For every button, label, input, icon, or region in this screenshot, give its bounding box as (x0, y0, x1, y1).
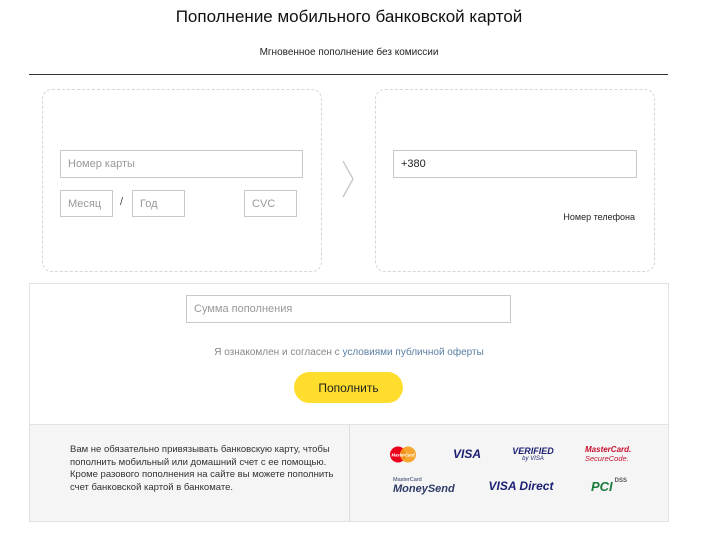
visa-direct-logo: VISA Direct (488, 479, 554, 493)
securecode-top: MasterCard. (585, 445, 632, 454)
securecode-bottom: SecureCode. (585, 454, 629, 463)
moneysend-top: MasterCard (393, 477, 422, 483)
verified-by-visa-logo (513, 444, 553, 466)
card-month-placeholder: Месяц (68, 197, 102, 210)
verified-by-visa-top: VERIFIED (512, 446, 554, 456)
mastercard-securecode-logo (585, 444, 631, 464)
page-title: Пополнение мобильного банковской картой (175, 7, 523, 26)
card-number-placeholder: Номер карты (68, 158, 135, 170)
agreement-label: Я ознакомлен и согласен с (214, 347, 340, 358)
page-subtitle: Мгновенное пополнение без комиссии (259, 47, 439, 58)
phone-input[interactable] (393, 150, 637, 178)
chevron-right-icon (341, 160, 355, 198)
card-cvc-input[interactable] (244, 190, 297, 217)
phone-panel (375, 89, 655, 272)
footer-divider (349, 425, 350, 522)
card-details-panel (42, 89, 322, 272)
visa-logo: VISA (452, 447, 481, 461)
mastercard-logo-text: MasterCard (391, 452, 415, 458)
footer-info-text: Вам не обязательно привязывать банковскую карту, чтобы пополнить мобильный или домашний счет с ее помощью. Кроме разового пополнения на сайте вы можете пополнить счет банковской картой в банкомате. (70, 444, 334, 493)
card-year-placeholder: Год (140, 197, 158, 210)
pay-button[interactable]: Пополнить (294, 372, 403, 403)
verified-by-visa-bottom: by VISA (522, 456, 544, 462)
pci-text: PCI (590, 478, 613, 494)
mastercard-moneysend-logo (393, 476, 453, 496)
card-cvc-placeholder: CVC (252, 197, 276, 210)
moneysend-bottom: MoneySend (393, 483, 455, 495)
card-number-input[interactable] (60, 150, 303, 178)
phone-value: +380 (401, 158, 426, 170)
pci-dss-logo (588, 476, 630, 496)
mastercard-logo (389, 446, 417, 463)
dss-text: DSS (614, 478, 627, 484)
offer-link[interactable]: условиями публичной оферты (342, 347, 484, 358)
agreement-text (0, 347, 698, 358)
card-month-input[interactable] (60, 190, 113, 217)
expiry-separator: / (120, 196, 124, 208)
mastercard-circles-icon (389, 446, 417, 463)
card-year-input[interactable] (132, 190, 185, 217)
phone-label: Номер телефона (563, 212, 635, 222)
header-divider (29, 74, 668, 75)
amount-input[interactable] (186, 295, 511, 323)
amount-placeholder: Сумма пополнения (194, 303, 293, 315)
